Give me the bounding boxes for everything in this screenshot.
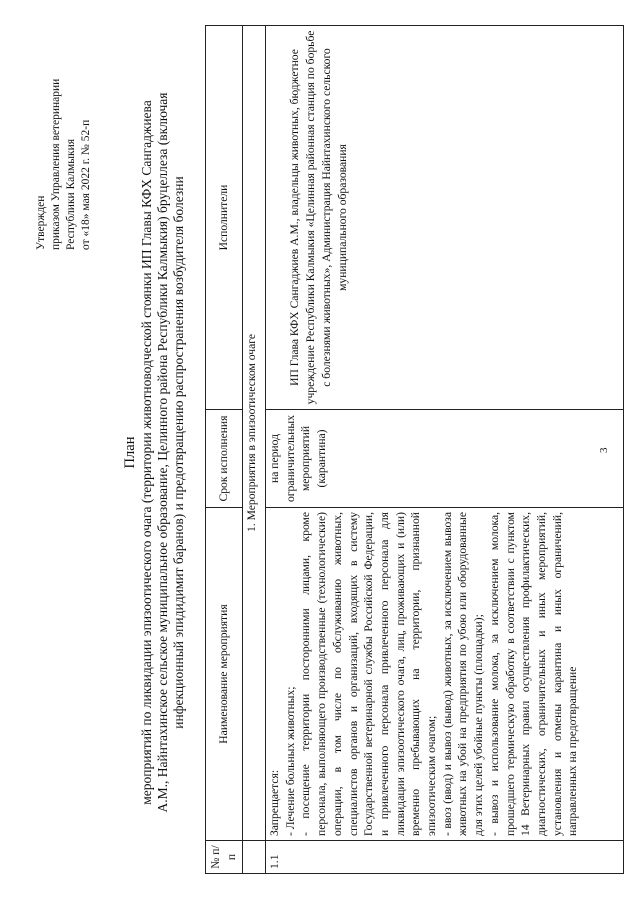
measure-intro: Запрещается: bbox=[268, 769, 281, 836]
header-executors: Исполнители bbox=[206, 26, 243, 410]
measure-item: - Лечение больных животных; bbox=[283, 686, 297, 836]
page-number: 3 bbox=[598, 447, 610, 453]
section-title: 1. Мероприятия в эпизоотическом очаге bbox=[243, 26, 266, 841]
measure-item: - ввоз (ввод) и вывоз (вывод) животных, за исключением вывоза животных на убой на предприятия по убою или оборудованные для этих целей убойные пункты (площадки); bbox=[440, 512, 486, 836]
measure-item: - вывоз и использование молока, за исключением молока, прошедшего термическую обработку в соответствии с пунктом 14 Ветеринарных правил осуществления профилактических, диагностических, ограничительных и иных мероприятий, установления и отмены карантина и иных ограничений, направленных на предотвращение bbox=[487, 512, 580, 836]
measures-table bbox=[205, 25, 624, 874]
table-row bbox=[266, 26, 624, 874]
header-term: Срок исполнения bbox=[206, 410, 243, 508]
approval-line: приказом Управления ветеринарии bbox=[50, 78, 62, 250]
approval-line: от «18» мая 2022 г. № 52-п bbox=[80, 119, 92, 250]
approval-line: Утвержден bbox=[35, 195, 47, 250]
term-cell: на период ограничительных мероприятий (карантина) bbox=[266, 410, 624, 508]
title-line: инфекционный эпидидимит баранов) и предотвращению распространения возбудителя болезни bbox=[171, 176, 186, 729]
row-number: 1.1 bbox=[266, 841, 624, 874]
title-line: А.М., Найнтахинское сельское муниципальное образование, Целинного района Республики Калмыкия) бруцеллеза (включая bbox=[155, 92, 170, 813]
measure-item: - посещение территории посторонними лицами, кроме персонала, выполняющего производственные (технологические) операции, в том числе по обслуживанию животных, специалистов органов и организаций, входящих в систему Государственной ветеринарной службы Российской Федерации, и привлеченного персонала привлеченного персонала для ликвидации эпизоотического очага, лиц, проживающих и (или) временно пребывающих на территории, признанной эпизоотическим очагом; bbox=[299, 512, 439, 836]
header-name: Наименование мероприятия bbox=[206, 508, 243, 841]
section-row bbox=[243, 26, 266, 874]
measure-cell bbox=[266, 508, 624, 841]
document-title bbox=[122, 0, 187, 905]
title-line: мероприятий по ликвидации эпизоотического очага (территории животноводческой стоянки ИП Главы КФХ Сангаджиева bbox=[139, 100, 154, 805]
header-number: № п/п bbox=[206, 841, 243, 874]
table-header-row bbox=[206, 26, 243, 874]
executors-text: ИП Глава КФХ Сангаджиев А.М., владельцы животных, бюджетное учреждение Республики Калмыкия «Целинная районная станция по борьбе с болезнями животных», Администрация Найнтахинского сельского муниципального образования bbox=[288, 30, 349, 405]
approval-stamp bbox=[34, 20, 94, 250]
approval-line: Республики Калмыкия bbox=[65, 138, 77, 250]
executors-cell bbox=[266, 26, 624, 410]
title-heading: План bbox=[122, 436, 138, 469]
